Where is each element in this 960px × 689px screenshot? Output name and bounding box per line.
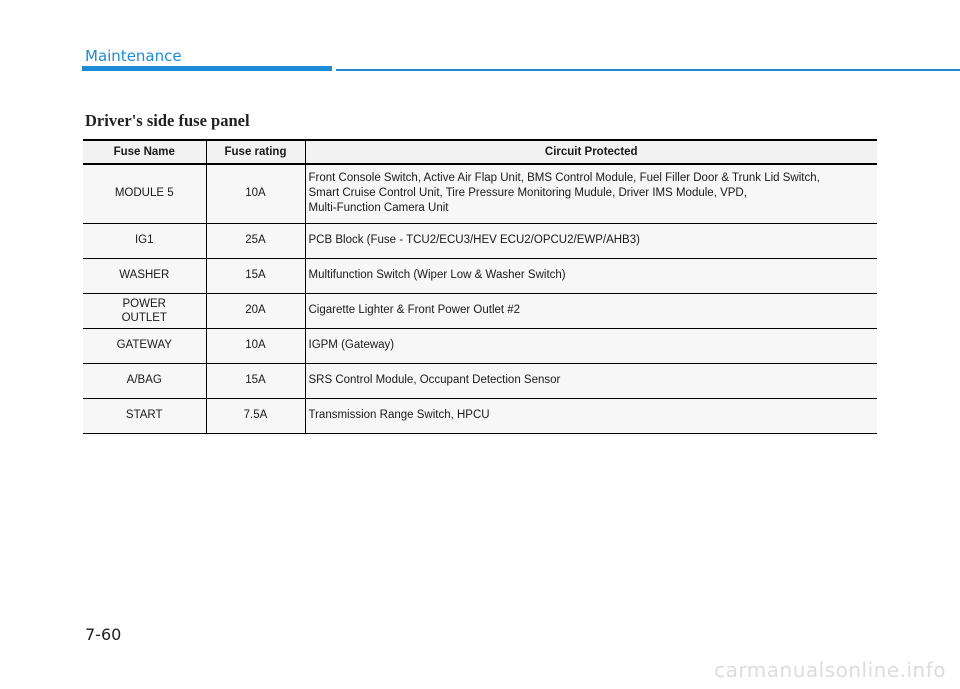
circuit-protected-cell: Cigarette Lighter & Front Power Outlet #2 [305, 293, 877, 328]
fuse-name-cell: POWER OUTLET [83, 293, 206, 328]
column-header-fuse-rating: Fuse rating [206, 140, 305, 164]
section-rule-thin [336, 69, 960, 71]
circuit-protected-cell: Transmission Range Switch, HPCU [305, 398, 877, 433]
circuit-protected-cell: Front Console Switch, Active Air Flap Unit, BMS Control Module, Fuel Filler Door & Trunk Lid Switch, Smart Cruise Control Unit, Tire Pressure Monitoring Mudule, Driver IMS Module, VPD, Multi-Function Camera Unit [305, 164, 877, 223]
page-heading: Driver's side fuse panel [85, 111, 250, 130]
circuit-protected-cell: PCB Block (Fuse - TCU2/ECU3/HEV ECU2/OPCU2/EWP/AHB3) [305, 223, 877, 258]
fuse-name-cell: IG1 [83, 223, 206, 258]
column-header-circuit-protected: Circuit Protected [305, 140, 877, 164]
fuse-rating-cell: 15A [206, 363, 305, 398]
table-row [83, 398, 877, 433]
fuse-name-cell: MODULE 5 [83, 164, 206, 223]
table-row [83, 293, 877, 328]
circuit-protected-cell: Multifunction Switch (Wiper Low & Washer Switch) [305, 258, 877, 293]
watermark: carmanualsonline.info [714, 658, 946, 682]
fuse-rating-cell: 25A [206, 223, 305, 258]
fuse-name-cell: GATEWAY [83, 328, 206, 363]
fuse-rating-cell: 7.5A [206, 398, 305, 433]
table-header-row [83, 140, 877, 164]
table-row [83, 328, 877, 363]
section-rule-thick [82, 66, 332, 71]
fuse-rating-cell: 10A [206, 328, 305, 363]
column-header-fuse-name: Fuse Name [83, 140, 206, 164]
circuit-protected-cell: SRS Control Module, Occupant Detection Sensor [305, 363, 877, 398]
fuse-rating-cell: 10A [206, 164, 305, 223]
fuse-name-cell: A/BAG [83, 363, 206, 398]
table-row [83, 223, 877, 258]
fuse-name-cell: WASHER [83, 258, 206, 293]
table-row [83, 258, 877, 293]
table-row [83, 363, 877, 398]
fuse-table [83, 139, 877, 434]
fuse-name-cell: START [83, 398, 206, 433]
fuse-rating-cell: 20A [206, 293, 305, 328]
fuse-rating-cell: 15A [206, 258, 305, 293]
table-row [83, 164, 877, 223]
section-title: Maintenance [85, 47, 182, 65]
page-number: 7-60 [85, 625, 122, 644]
circuit-protected-cell: IGPM (Gateway) [305, 328, 877, 363]
